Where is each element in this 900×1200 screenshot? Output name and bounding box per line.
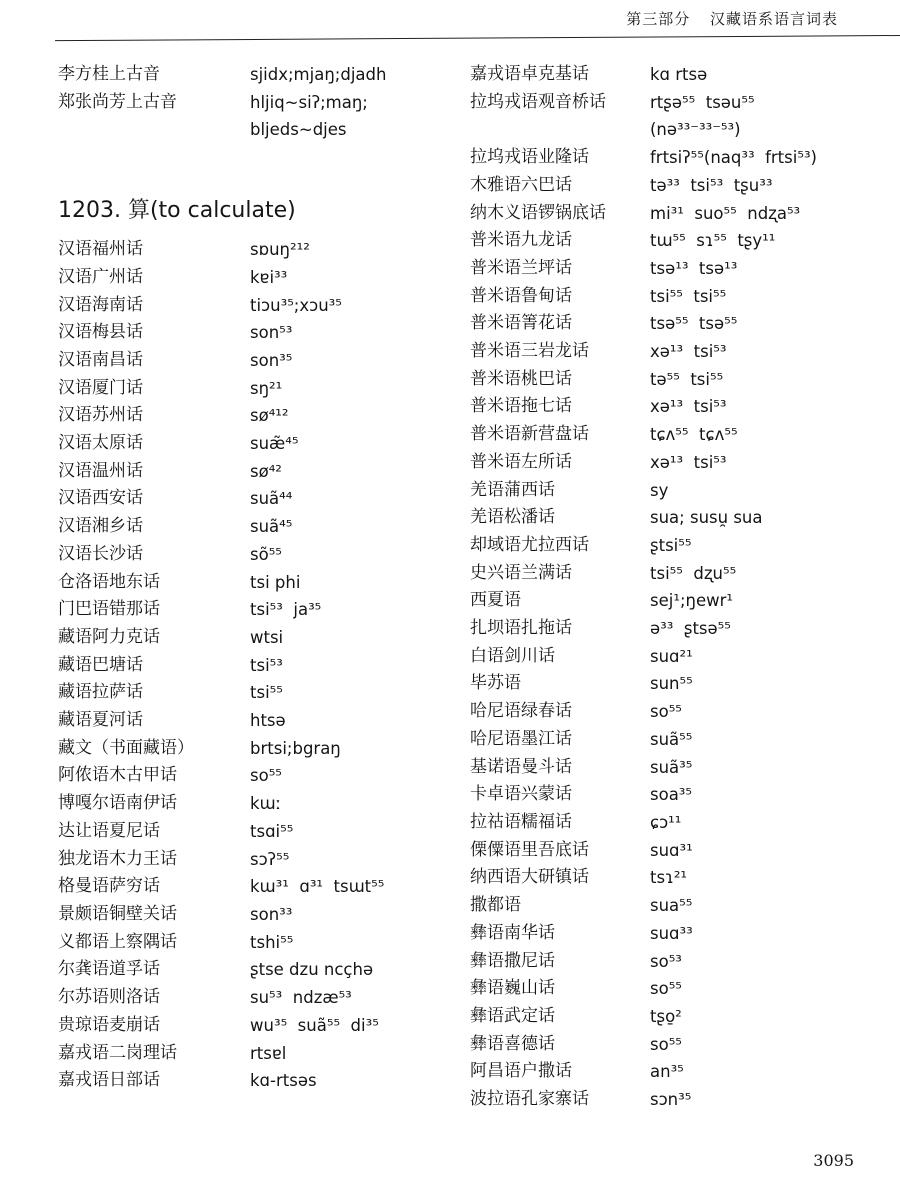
word-form: sua⁵⁵ bbox=[650, 896, 693, 916]
entry-row bbox=[470, 532, 890, 560]
language-name: 基诺语曼斗话 bbox=[470, 756, 572, 777]
word-form: tsi phi bbox=[250, 572, 301, 592]
language-name: 拉坞戎语观音桥话 bbox=[470, 91, 606, 112]
language-name: 汉语海南话 bbox=[58, 294, 143, 315]
language-name: 哈尼语墨江话 bbox=[470, 728, 572, 749]
entry-row bbox=[470, 338, 890, 366]
language-name: 汉语湘乡话 bbox=[58, 516, 143, 537]
entry-row bbox=[58, 956, 478, 984]
entry-row bbox=[470, 975, 890, 1003]
language-name: 彝语撒尼话 bbox=[470, 950, 555, 971]
entry-row bbox=[470, 393, 890, 421]
entry-row bbox=[470, 504, 890, 532]
entry-row bbox=[470, 892, 890, 920]
language-name: 普米语拖七话 bbox=[470, 396, 572, 417]
language-name: 汉语西安话 bbox=[58, 488, 143, 509]
word-form: soa³⁵ bbox=[650, 785, 693, 805]
language-name: 藏语夏河话 bbox=[58, 710, 143, 731]
entry-row bbox=[58, 624, 478, 652]
entry-row bbox=[58, 1012, 478, 1040]
word-form: sõ⁵⁵ bbox=[250, 544, 282, 564]
word-form: suã⁵⁵ bbox=[650, 729, 693, 749]
language-name: 普米语兰坪话 bbox=[470, 257, 572, 278]
entry-row bbox=[58, 707, 478, 735]
language-name: 却域语尤拉西话 bbox=[470, 534, 589, 555]
language-name: 彝语南华话 bbox=[470, 922, 555, 943]
entry-row bbox=[470, 366, 890, 394]
header-rule bbox=[55, 35, 900, 41]
language-name: 史兴语兰满话 bbox=[470, 562, 572, 583]
language-name: 普米语鲁甸话 bbox=[470, 285, 572, 306]
word-form-continuation: (nə³³⁻³³⁻⁵³) bbox=[650, 120, 741, 140]
entry-row bbox=[470, 1031, 890, 1059]
word-form: hljiq~siʔ;maŋ; bbox=[250, 92, 368, 112]
word-form: brtsi;bgraŋ bbox=[250, 738, 341, 758]
language-name: 阿昌语户撒话 bbox=[470, 1061, 572, 1082]
word-form: kɑ rtsə bbox=[650, 65, 708, 84]
entry-row bbox=[470, 1086, 890, 1114]
word-form: sua; susu̯ sua bbox=[650, 508, 763, 528]
language-name: 彝语武定话 bbox=[470, 1005, 555, 1026]
language-name: 独龙语木力王话 bbox=[58, 848, 177, 869]
entry-row bbox=[58, 735, 478, 763]
language-name: 纳木义语锣锅底话 bbox=[470, 202, 606, 223]
language-name: 彝语巍山话 bbox=[470, 978, 555, 999]
entry-row bbox=[470, 172, 890, 200]
entry-row bbox=[58, 679, 478, 707]
entry-row bbox=[58, 485, 478, 513]
language-name: 汉语南昌话 bbox=[58, 349, 143, 370]
entry-row bbox=[58, 430, 478, 458]
entry-row bbox=[58, 347, 478, 375]
right-entry-list bbox=[470, 61, 890, 1114]
language-name: 义都语上察隅话 bbox=[58, 931, 177, 952]
word-form: tʂo̱² bbox=[650, 1006, 682, 1026]
word-form: sŋ²¹ bbox=[250, 378, 283, 398]
entry-row bbox=[470, 726, 890, 754]
language-name: 普米语新营盘话 bbox=[470, 424, 589, 445]
word-form: tiɔu³⁵;xɔu³⁵ bbox=[250, 295, 342, 315]
language-name: 傈僳语里吾底话 bbox=[470, 839, 589, 860]
word-form: tsi⁵³ ja³⁵ bbox=[250, 600, 322, 620]
language-name: 汉语太原话 bbox=[58, 433, 143, 454]
language-name: 扎坝语扎拖话 bbox=[470, 618, 572, 639]
word-form: suã⁴⁴ bbox=[250, 489, 293, 509]
page-number: 3095 bbox=[813, 1151, 854, 1170]
language-name: 汉语温州话 bbox=[58, 460, 143, 481]
entry-row bbox=[470, 920, 890, 948]
entry-row bbox=[470, 615, 890, 643]
word-form: tɯ⁵⁵ sɿ⁵⁵ tʂy¹¹ bbox=[650, 231, 776, 251]
word-form: xə¹³ tsi⁵³ bbox=[650, 397, 727, 417]
word-form: htsə bbox=[250, 711, 286, 731]
language-name: 汉语苏州话 bbox=[58, 405, 143, 426]
word-form: son³³ bbox=[250, 904, 293, 924]
language-name: 格曼语萨穷话 bbox=[58, 876, 160, 897]
word-form: ɕɔ¹¹ bbox=[650, 812, 682, 832]
word-form: sjidx;mjaŋ;djadh bbox=[250, 65, 387, 84]
entry-row bbox=[58, 1067, 478, 1095]
language-name: 白语剑川话 bbox=[470, 645, 555, 666]
word-form: rtʂə⁵⁵ tsəu⁵⁵ bbox=[650, 92, 755, 112]
word-form: sø⁴¹² bbox=[250, 406, 289, 426]
left-column bbox=[58, 61, 478, 1095]
entry-row bbox=[470, 449, 890, 477]
word-form: kɑ-rtsəs bbox=[250, 1071, 317, 1091]
word-form: tsi⁵⁵ dʐu⁵⁵ bbox=[650, 563, 737, 583]
word-form: tsə⁵⁵ tsə⁵⁵ bbox=[650, 314, 738, 334]
word-form: kɯ³¹ ɑ³¹ tsɯt⁵⁵ bbox=[250, 877, 385, 897]
word-form: mi³¹ suo⁵⁵ ndʐa⁵³ bbox=[650, 203, 801, 223]
word-form: suã⁴⁵ bbox=[250, 517, 293, 537]
language-name: 藏语阿力克话 bbox=[58, 626, 160, 647]
word-form: wtsi bbox=[250, 627, 284, 647]
entry-row bbox=[470, 421, 890, 449]
right-column bbox=[470, 61, 890, 1114]
word-form: tsə¹³ tsə¹³ bbox=[650, 258, 738, 278]
entry-row bbox=[470, 283, 890, 311]
language-name: 普米语箐花话 bbox=[470, 313, 572, 334]
word-form: suɑ³¹ bbox=[650, 840, 693, 860]
word-form: son⁵³ bbox=[250, 323, 293, 343]
word-form: so⁵⁵ bbox=[250, 766, 282, 786]
language-name: 西夏语 bbox=[470, 590, 521, 611]
entry-row bbox=[470, 837, 890, 865]
word-form: kɯː bbox=[250, 794, 282, 814]
language-name: 嘉戎语日部话 bbox=[58, 1070, 160, 1091]
word-form: sun⁵⁵ bbox=[650, 674, 693, 694]
word-form: sy bbox=[650, 480, 669, 500]
word-form: suɑ²¹ bbox=[650, 646, 693, 666]
word-form: kɐi³³ bbox=[250, 267, 288, 287]
word-form: frtsiʔ⁵⁵(naq³³ frtsi⁵³) bbox=[650, 148, 817, 168]
entry-row bbox=[58, 61, 478, 89]
language-name: 拉祜语糯福话 bbox=[470, 811, 572, 832]
entry-row bbox=[58, 375, 478, 403]
language-name: 羌语蒲西话 bbox=[470, 479, 555, 500]
word-form: so⁵⁵ bbox=[650, 702, 682, 722]
language-name: 藏语拉萨话 bbox=[58, 682, 143, 703]
word-form: sɒuŋ²¹² bbox=[250, 240, 310, 260]
entry-row bbox=[58, 319, 478, 347]
word-form: sɔn³⁵ bbox=[650, 1090, 692, 1110]
header-section: 汉藏语系语言词表 bbox=[709, 10, 838, 28]
language-name: 撒都语 bbox=[470, 895, 521, 916]
language-name: 普米语九龙话 bbox=[470, 230, 572, 251]
word-form: sø⁴² bbox=[250, 461, 282, 481]
word-form: so⁵³ bbox=[650, 951, 682, 971]
entry-row bbox=[470, 864, 890, 892]
entry-row bbox=[470, 809, 890, 837]
language-name: 普米语桃巴话 bbox=[470, 368, 572, 389]
entry-row bbox=[470, 310, 890, 338]
language-name: 毕苏语 bbox=[470, 673, 521, 694]
entry-row bbox=[58, 569, 478, 597]
entry-row bbox=[470, 89, 890, 117]
language-name: 普米语左所话 bbox=[470, 451, 572, 472]
language-name: 拉坞戎语业隆话 bbox=[470, 147, 589, 168]
word-form: son³⁵ bbox=[250, 350, 293, 370]
entry-row bbox=[58, 984, 478, 1012]
word-form: an³⁵ bbox=[650, 1062, 684, 1082]
entry-row bbox=[58, 846, 478, 874]
word-form: tsɿ²¹ bbox=[650, 868, 688, 888]
language-name: 哈尼语绿春话 bbox=[470, 701, 572, 722]
entry-row bbox=[58, 790, 478, 818]
word-form: ə³³ ʂtsə⁵⁵ bbox=[650, 619, 731, 639]
language-name: 羌语松潘话 bbox=[470, 507, 555, 528]
entry-row bbox=[470, 948, 890, 976]
word-form: tsi⁵⁵ bbox=[250, 683, 283, 703]
word-form: tshi⁵⁵ bbox=[250, 932, 294, 952]
word-form: sej¹;ŋewr¹ bbox=[650, 591, 734, 611]
previous-entry-list bbox=[58, 61, 478, 144]
language-name: 汉语厦门话 bbox=[58, 377, 143, 398]
language-name: 门巴语错那话 bbox=[58, 599, 160, 620]
entry-row bbox=[58, 873, 478, 901]
entry-row bbox=[470, 61, 890, 89]
header-part: 第三部分 bbox=[626, 10, 691, 28]
word-form: rtsɐl bbox=[250, 1043, 287, 1063]
entry-row bbox=[470, 560, 890, 588]
language-name: 尔龚语道孚话 bbox=[58, 959, 160, 980]
language-name: 达让语夏尼话 bbox=[58, 820, 160, 841]
language-name: 博嘎尔语南伊话 bbox=[58, 793, 177, 814]
language-name: 阿侬语木古甲话 bbox=[58, 765, 177, 786]
entry-row bbox=[470, 698, 890, 726]
language-name: 卡卓语兴蒙话 bbox=[470, 784, 572, 805]
left-entry-list bbox=[58, 236, 478, 1095]
word-form-continuation: bljeds~djes bbox=[250, 120, 347, 140]
language-name: 汉语长沙话 bbox=[58, 543, 143, 564]
entry-row bbox=[58, 1040, 478, 1068]
word-form: suɑ³³ bbox=[650, 923, 693, 943]
language-name: 汉语广州话 bbox=[58, 266, 143, 287]
word-form: suæ̃⁴⁵ bbox=[250, 434, 299, 454]
language-name: 汉语梅县话 bbox=[58, 322, 143, 343]
entry-row bbox=[58, 541, 478, 569]
language-name: 景颇语铜壁关话 bbox=[58, 903, 177, 924]
language-name: 藏文（书面藏语） bbox=[58, 737, 194, 758]
entry-row bbox=[470, 1003, 890, 1031]
language-name: 尔苏语则洛话 bbox=[58, 987, 160, 1008]
language-name: 嘉戎语卓克基话 bbox=[470, 64, 589, 84]
word-form: wu³⁵ suã⁵⁵ di³⁵ bbox=[250, 1015, 379, 1035]
entry-row bbox=[470, 200, 890, 228]
entry-row bbox=[58, 458, 478, 486]
entry-row bbox=[470, 754, 890, 782]
language-name: 嘉戎语二岗理话 bbox=[58, 1042, 177, 1063]
entry-row bbox=[58, 236, 478, 264]
word-form: suã³⁵ bbox=[650, 757, 693, 777]
language-name: 李方桂上古音 bbox=[58, 64, 160, 84]
entry-row bbox=[470, 1058, 890, 1086]
word-form: so⁵⁵ bbox=[650, 979, 682, 999]
entry-row bbox=[58, 929, 478, 957]
entry-row bbox=[58, 901, 478, 929]
entry-row bbox=[470, 144, 890, 172]
language-name: 郑张尚芳上古音 bbox=[58, 91, 177, 112]
entry-row bbox=[470, 670, 890, 698]
word-form: so⁵⁵ bbox=[650, 1034, 682, 1054]
word-form: xə¹³ tsi⁵³ bbox=[650, 342, 727, 362]
language-name: 普米语三岩龙话 bbox=[470, 341, 589, 362]
word-form: tsi⁵³ bbox=[250, 655, 283, 675]
language-name: 木雅语六巴话 bbox=[470, 174, 572, 195]
entry-row bbox=[58, 596, 478, 624]
entry-title: 1203. 算(to calculate) bbox=[58, 198, 296, 224]
entry-row bbox=[470, 643, 890, 671]
entry-row bbox=[58, 652, 478, 680]
language-name: 汉语福州话 bbox=[58, 239, 143, 260]
word-form: tə³³ tsi⁵³ tʂu³³ bbox=[650, 175, 773, 195]
entry-row bbox=[470, 587, 890, 615]
entry-row bbox=[470, 255, 890, 283]
word-form: su⁵³ ndzæ⁵³ bbox=[250, 988, 352, 1008]
language-name: 仓洛语地东话 bbox=[58, 571, 160, 592]
word-form: xə¹³ tsi⁵³ bbox=[650, 452, 727, 472]
entry-row bbox=[58, 818, 478, 846]
language-name: 藏语巴塘话 bbox=[58, 654, 143, 675]
word-form: tə⁵⁵ tsi⁵⁵ bbox=[650, 369, 724, 389]
language-name: 彝语喜德话 bbox=[470, 1033, 555, 1054]
entry-row bbox=[470, 227, 890, 255]
entry-row bbox=[58, 264, 478, 292]
word-form: tsɑi⁵⁵ bbox=[250, 821, 294, 841]
entry-row bbox=[470, 781, 890, 809]
language-name: 纳西语大研镇话 bbox=[470, 867, 589, 888]
word-form: tsi⁵⁵ tsi⁵⁵ bbox=[650, 286, 727, 306]
word-form: ʂtse dzu ncçhə bbox=[250, 960, 374, 980]
language-name: 波拉语孔家寨话 bbox=[470, 1089, 589, 1110]
entry-row bbox=[470, 477, 890, 505]
entry-row bbox=[58, 513, 478, 541]
language-name: 贵琼语麦崩话 bbox=[58, 1014, 160, 1035]
word-form: tɕʌ⁵⁵ tɕʌ⁵⁵ bbox=[650, 425, 738, 445]
entry-row bbox=[58, 762, 478, 790]
entry-row bbox=[58, 292, 478, 320]
running-header bbox=[612, 8, 838, 29]
entry-row bbox=[58, 89, 478, 117]
word-form: ʂtsi⁵⁵ bbox=[650, 535, 692, 555]
entry-row bbox=[58, 402, 478, 430]
word-form: sɔʔ⁵⁵ bbox=[250, 849, 290, 869]
